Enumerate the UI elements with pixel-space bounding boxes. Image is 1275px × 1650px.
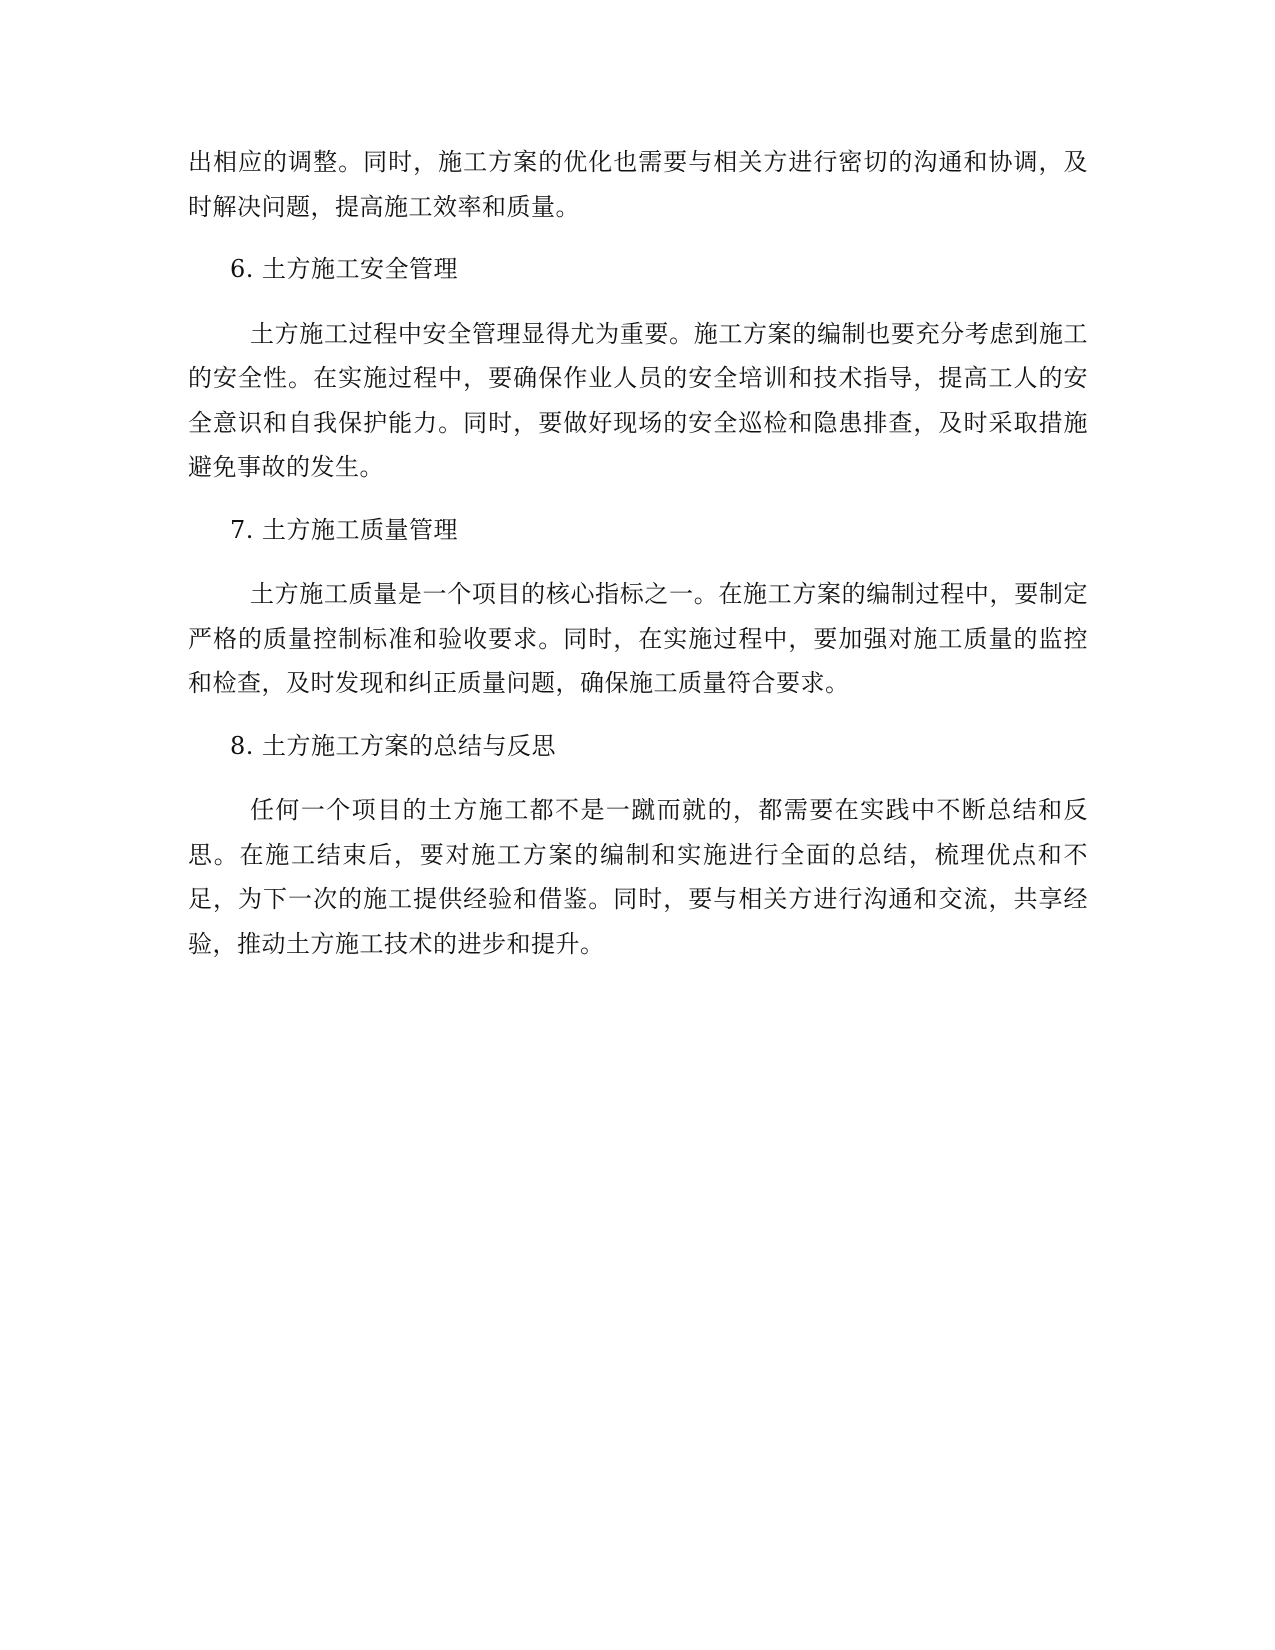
section-heading-6: 6. 土方施工安全管理 — [230, 255, 459, 283]
paragraph-summary-reflection: 任何一个项目的土方施工都不是一蹴而就的，都需要在实践中不断总结和反思。在施工结束后，要对施工方案的编制和实施进行全面的总结，梳理优点和不足，为下一次的施工提供经验和借鉴。同时，要与相关方进行沟通和交流，共享经验，推动土方施工技术的进步和提升。 — [188, 796, 1088, 958]
paragraph-quality-management: 土方施工质量是一个项目的核心指标之一。在施工方案的编制过程中，要制定严格的质量控制标准和验收要求。同时，在实施过程中，要加强对施工质量的监控和检查，及时发现和纠正质量问题，确保施工质量符合要求。 — [188, 580, 1088, 697]
section-heading-7: 7. 土方施工质量管理 — [230, 515, 459, 544]
document-page — [188, 140, 1088, 966]
paragraph-continuation: 出相应的调整。同时，施工方案的优化也需要与相关方进行密切的沟通和协调，及时解决问题，提高施工效率和质量。 — [188, 148, 1088, 221]
paragraph-safety-management: 土方施工过程中安全管理显得尤为重要。施工方案的编制也要充分考虑到施工的安全性。在实施过程中，要确保作业人员的安全培训和技术指导，提高工人的安全意识和自我保护能力。同时，要做好现场的安全巡检和隐患排查，及时采取措施避免事故的发生。 — [188, 319, 1088, 481]
section-heading-8: 8. 土方施工方案的总结与反思 — [230, 731, 557, 760]
